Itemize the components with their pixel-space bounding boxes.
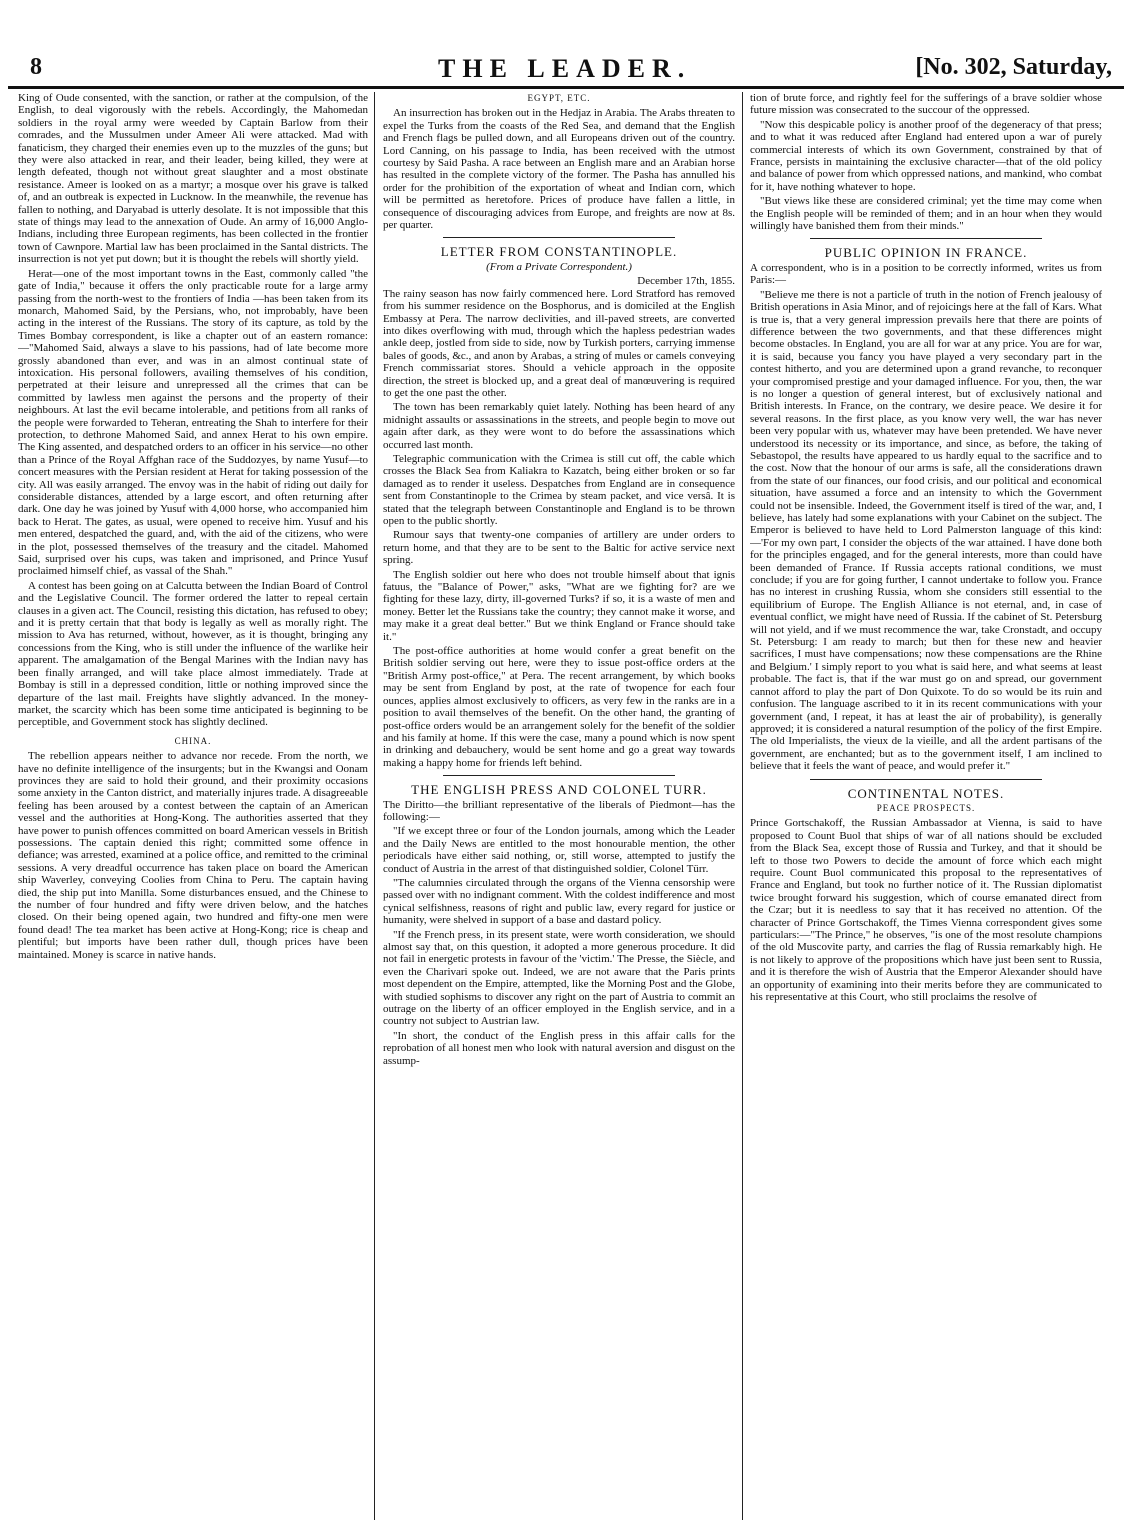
paragraph: The town has been remarkably quiet lately. Nothing has been heard of any midnight assaults or assassinations in the streets, and people begin to move out again after dark, as they were wont to do before the assassinations which occurred last month. bbox=[383, 401, 735, 451]
article-heading: CONTINENTAL NOTES. bbox=[847, 785, 1005, 801]
section-subheading: PEACE PROSPECTS. bbox=[876, 802, 976, 813]
page-number: 8 bbox=[30, 54, 42, 80]
column-left bbox=[18, 92, 368, 1522]
page-header bbox=[8, 52, 1124, 89]
paragraph: tion of brute force, and rightly feel for the sufferings of a brave soldier whose future mission was consecrated to the succour of the oppressed. bbox=[750, 92, 1102, 117]
paragraph: Telegraphic communication with the Crimea is still cut off, the cable which crosses the Black Sea from Kaliakra to Kazatch, being either broken or so far damaged as to render it useless. Despatches from England are in consequence sent from Constantinople to the Crimea by steam packet, and vice versâ. It is stated that the telegraph between Constantinople and England is to be thrown open to the public shortly. bbox=[383, 452, 735, 527]
divider bbox=[810, 238, 1042, 239]
paragraph: "But views like these are considered criminal; yet the time may come when the English people will be reminded of them; and in an hour when they would willingly have banished them from their minds." bbox=[750, 195, 1102, 233]
paragraph: "Believe me there is not a particle of truth in the notion of French jealousy of British operations in Asia Minor, and of rejoicings here at the fall of Kars. What is true is, that a very general impression prevails here that there are points of difference between the two governments, and that these differences might become obstacles. In England, you are all for war at any price. You are for war, it is said, because you fancy you have played a very secondary part in the contest hitherto, and you are determined upon a grand revanche, to reconquer your compromised prestige and your damaged influence. For you, then, the war is no longer a question of general interest, but of exclusively national and British interests. In France, on the contrary, we desire peace. We desire it for several reasons. In the first place, as you know very well, the war has never been very popular with us, whatever may have been pretended. We have never understood its necessity or its importance, and since, as before, the taking of Sebastopol, the results have appeared to us hardly equal to the sacrifice and to the cost. Now that the honour of our arms is safe, all the considerations drawn from the state of our finances, our food crisis, and our political and economical situation, have assumed a force and an intensity to which the Government could not be insensible. Indeed, the Government itself is tired of the war, and, I believe, has lately had some explanations with your Cabinet on the subject. The Emperor is believed to have held to Lord Palmerston language of this kind:—'For my own part, I consider the objects of the war attained. I have done both for the principles engaged, and for the general interests, more than could have been demanded of France. If Russia accepts rational conditions, we must conclude; if you are for going further, I cannot undertake to follow you. France has no interest in crushing Russia, whom she considers still essential to the equilibrium of Europe. The English Alliance is not eternal, and, in case of eventual conflict, we might have need of Russia. If the cabinet of St. Petersburg will not yield, and if we must recommence the war, take Cronstadt, and occupy St. Petersburg: I am ready to march; but then for these new and heavier sacrifices, I must have compensations; now these compensations are the Rhine and Belgium.' I simply report to you what is said here, and what seems at least probable. The fact is, that if the war must go on and spread, our government cannot afford to play the part of Don Quixote. To do so would be its ruin and confusion. The language ascribed to it in its recent communications with your government (and, I repeat, it has at least the air of probability), is generally approved; it is considered a natural resumption of the policy of the first Empire. The old Imperialists, the vieux de la vieille, and all the ardent partisans of the government, are enchanted; but as to the government itself, I am inclined to believe that it feels the want of peace, and would prefer it." bbox=[750, 288, 1102, 773]
section-heading: CHINA. bbox=[174, 735, 212, 746]
paragraph: The Diritto—the brilliant representative of the liberals of Piedmont—has the following:— bbox=[383, 798, 735, 823]
paragraph: Prince Gortschakoff, the Russian Ambassador at Vienna, is said to have proposed to Count Buol that ships of war of all nations should be excluded from the Black Sea, except those of Russia and Turkey, and that it should be left to those two Powers to decide the amount of force which each might require. Count Buol communicated this proposal to the representatives of France and England, but took no further notice of it. The Russian diplomatist twice brought forward his suggestion, which of course emanated direct from the Czar; but it is needless to say that it has received no attention. Of the character of Prince Gortschakoff, the Times Vienna correspondent gives some particulars:—"The Prince," he observes, "is one of the most resolute champions of the old Muscovite party, and carries the flag of Russia remarkably high. He is not likely to approve of the propositions which have just been sent to Russia, and it is therefore the wish of Austria that the Emperor Alexander should have an opportunity of examining into their merits before they are communicated to his representative at this Court, who still proclaims the resolve of bbox=[750, 817, 1102, 1004]
column-rule bbox=[742, 92, 743, 1520]
paragraph: The rainy season has now fairly commenced here. Lord Stratford has removed from his summer residence on the Bosphorus, and is domiciled at the English Embassy at Pera. The narrow declivities, and ill-paved streets, are converted into dikes overflowing with mud, through which the hapless pedestrian wades ankle deep, jostled from side to side, now by Turkish porters, carrying immense bales of goods, &c., and anon by Arabas, a string of mules or camels conveying French commissariat stores. Should a vehicle approach in the opposite direction, the street is blocked up, and a great deal of manœuvering is required to get the one past the other. bbox=[383, 287, 735, 399]
paragraph: Rumour says that twenty-one companies of artillery are under orders to return home, and that they are to be sent to the Baltic for active service next spring. bbox=[383, 529, 735, 567]
paragraph: Herat—one of the most important towns in the East, commonly called "the gate of India," because it offers the only practicable route for a large army passing from the north-west to the frontiers of India —has been taken from its monarch, Mahomed Said, by the Persians, who, not improbably, have been acting in the interest of the Russians. The story of its capture, as told by the Times Bombay correspondent, is like a chapter out of an eastern romance:—"Mahomed Said, always a slave to his passions, had of late become more grossly abandoned than ever, and was in an almost continual state of intoxication. His personal followers, availing themselves of his condition, perpetrated at their leisure and unrepressed all the crimes that can be committed by lawless men against the persons and the property of their neighbours. At last the evil became intolerable, and petitions from all ranks of the people were forwarded to Teheran, entreating the Shah to interfere for their protection, to dethrone Mahomed Said, and annex Herat to his own empire. The King assented, and despatched orders to an officer in his service—no other than a Prince of the Royal Affghan race of the Suddozyes, by name Yusuf—to concert measures with the Persian resident at Herat for taking possession of the city. All was easily arranged. The envoy was in the habit of riding out daily for considerable distances, attended by a large escort, and often returning after dark. One day he was joined by Yusuf with 4,000 horse, who accompanied him back to Herat. The gates, as usual, were opened to receive him. Yusuf and his men entered, despatched the guard, and, with the aid of the citizens, who were in the plot, possessed themselves of the treasury and the citadel. Mahomed Said, surprised over his cups, was taken and imprisoned, and Prince Yusuf proclaimed himself chief, as vassal of the Shah." bbox=[18, 267, 368, 578]
paragraph: King of Oude consented, with the sanction, or rather at the compulsion, of the English, to deal vigorously with the rebels. Accordingly, the Mahomedan soldiers in the royal army were weeded by Captain Barlow from their comrades, and the Mussulmen under Ameer Ali were attacked. Mad with fanaticism, they charged their enemies even up to the muzzles of the guns; but they were also attacked in rear, and their leader, being killed, they were at length defeated, though not without great slaughter and a most obstinate resistance. Ameer is looked on as a martyr; a mosque over his grave is talked of, and an outbreak is expected in Lucknow. In the meanwhile, the revenue has fallen to nothing, and Daryabad is utterly desolate. It is not impossible that this state of things may lead to the annexation of Oude. An army of 16,000 Anglo-Indians, including three European regiments, has been collected in the frontier town of Cawnpore. Martial law has been proclaimed in the Santal districts. The insurrection is not yet put down; but it is thought the rebels will shortly yield. bbox=[18, 92, 368, 266]
column-rule bbox=[374, 92, 375, 1520]
masthead: THE LEADER. bbox=[438, 54, 692, 83]
divider bbox=[443, 775, 675, 776]
column-right bbox=[750, 92, 1102, 1522]
paragraph: The English soldier out here who does not trouble himself about that ignis fatuus, the "Balance of Power," asks, "What are we fighting for? are we fighting for these lazy, dirty, ill-governed Turks? if so, it is a waste of men and money. Better let the Russians take the country; they cannot make it worse, and may make it a great deal better." But we think England or France should take it." bbox=[383, 568, 735, 643]
article-subheading: (From a Private Correspondent.) bbox=[486, 260, 632, 273]
paragraph: "In short, the conduct of the English press in this affair calls for the reprobation of all honest men who look with natural aversion and disgust on the assump- bbox=[383, 1029, 735, 1067]
article-heading: THE ENGLISH PRESS AND COLONEL TURR. bbox=[411, 782, 707, 798]
divider bbox=[443, 237, 675, 238]
paragraph: "If the French press, in its present state, were worth consideration, we should almost say that, on this question, it adopted a more generous procedure. It did not fail in energetic protests in favour of the 'victim.' The Presse, the Siècle, and even the Charivari spoke out. Indeed, we are not aware that the Paris prints most dependent on the Empire, attempted, like the Morning Post and the Globe, with studied sophisms to discover any right on the part of Austria to commit an outrage on the liberty of an officer employed in the English service, and in a country not subject to Austrian law. bbox=[383, 928, 735, 1028]
paragraph: The post-office authorities at home would confer a great benefit on the British soldier serving out here, were they to issue post-office orders at the "British Army post-office," at Pera. The recent arrangement, by which books may be sent from England by post, at the rate of twopence for each four ounces, applies almost exclusively to officers, as very few in the ranks are in a position to avail themselves of the benefit. On the other hand, the granting of post-office orders would be an arrangement solely for the benefit of the soldier and his family at home. If this were the case, many a pound which is now spent in drinking and debauchery, would be sent home and go a great way towards making a happy home for friends left behind. bbox=[383, 645, 735, 769]
divider bbox=[810, 779, 1042, 780]
paragraph: A contest has been going on at Calcutta between the Indian Board of Control and the Legislative Council. The former ordered the latter to repeal certain clauses in a given act. The Council, resisting this dictation, has refused to obey; and it is pretty certain that that body is legally as well as morally right. The mission to Ava has returned, without, however, as it is thought, bringing any concessions from the King, who is still under the influence of the warlike heir apparent. The amalgamation of the Bengal Marines with the Indian navy has been finally arranged, and will take place almost immediately. Trade at Bombay is still in a depressed condition, little or nothing improved since the departure of the last mail. Freights have slightly advanced. In the money-market, the scarcity which has been some time anticipated is beginning to be perceptible, and Government stock has slightly declined. bbox=[18, 579, 368, 729]
column-middle bbox=[383, 92, 735, 1522]
paragraph: "The calumnies circulated through the organs of the Vienna censorship were passed over with no indignant comment. With the coldest indifference and most cynical selfishness, reasons of right and public law, every regard for justice or humanity, were shelved in support of a base and dastard policy. bbox=[383, 876, 735, 927]
paragraph: An insurrection has broken out in the Hedjaz in Arabia. The Arabs threaten to expel the Turks from the coasts of the Red Sea, and demand that the English and French flags be pulled down, and all Europeans driven out of the country. Lord Canning, on his passage to India, has been received with the utmost courtesy by Said Pasha. A race between an English mare and an Arabian horse has resulted in the complete victory of the former. The Pasha has annulled his order for the prohibition of the exportation of wheat and Indian corn, which will be permitted as heretofore. Prices of produce have fallen a little, in consequence of discouraging advices from Europe, and freights are now at 8s. per quarter. bbox=[383, 107, 735, 232]
paragraph: "If we except three or four of the London journals, among which the Leader and the Daily News are entitled to the most honourable mention, the other periodicals have either said nothing, or, still worse, attempted to justify the conduct of Austria in the arrest of that distinguished soldier, Colonel Türr. bbox=[383, 825, 735, 875]
issue-info: [No. 302, Saturday, bbox=[915, 54, 1112, 80]
paragraph: A correspondent, who is in a position to be correctly informed, writes us from Paris:— bbox=[750, 261, 1102, 287]
section-heading: EGYPT, ETC. bbox=[527, 93, 591, 103]
paragraph: The rebellion appears neither to advance nor recede. From the north, we have no definite intelligence of the insurgents; but in the Kwangsi and Oonam provinces they are said to hold their ground, and their proximity occasions some anxiety in the Canton district, and materially injures trade. A disagreeable feeling has been aroused by a contest between the captain of an American vessel and the authorities at Hong-Kong. The authorities asserted that they have power to punish offences committed on board American vessels in British possessions. The captain denied this right; committed some offence in defiance; was arrested, examined at a police office, and remitted to the criminal sessions. A very dreadful occurrence has taken place on board the American ship Waverley, conveying Coolies from China to Peru. The captain having died, the ship put into Manilla. Some disturbances ensued, and the Chinese to the number of four hundred and fifty were driven below, and the hatches closed. On their being opened again, two hundred and fifty-one men were found dead! The tea market has been active at Hong-Kong; rice is cheap and plentiful; but imports have been rather dull, though prices have been maintained. Money is scarce in native hands. bbox=[18, 750, 368, 961]
article-heading: PUBLIC OPINION IN FRANCE. bbox=[824, 245, 1028, 261]
article-heading: LETTER FROM CONSTANTINOPLE. bbox=[440, 244, 678, 260]
letter-date: December 17th, 1855. bbox=[637, 275, 735, 288]
paragraph: "Now this despicable policy is another proof of the degeneracy of that press; and to what it was reduced after England had entered upon a war of purely commercial interests of which its own Government, constrained by that of France, persists in maintaining the exclusive character—that of the old policy and balance of power from which oppressed nations, and mankind, who combat for it, have nothing whatever to hope. bbox=[750, 118, 1102, 193]
